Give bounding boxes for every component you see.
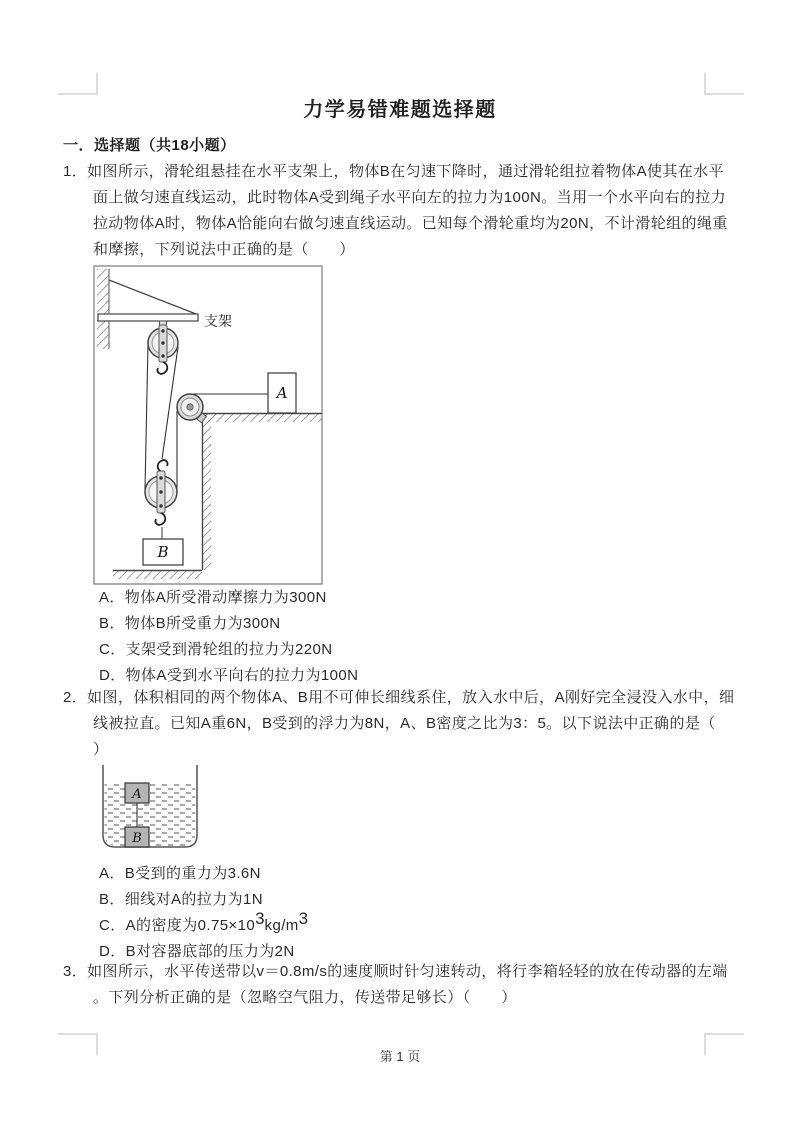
pulley-figure [93,265,323,585]
water [105,783,196,846]
page-content [63,85,747,1011]
block-b-label: B [132,831,142,846]
question-1-option-a: A．物体A所受滑动摩擦力为300N [99,589,327,606]
page-title: 力学易错难题选择题 [303,99,497,121]
question-1-number: 1． [63,163,88,180]
question-1-text: 如图所示，滑轮组悬挂在水平支架上，物体B在匀速下降时，通过滑轮组拉着物体A使其在水平面上做匀速直线运动，此时物体A受到绳子水平向左的拉力为100N。当用一个水平向右的拉力拉动物体A时，物体A恰能向右做匀速直线运动。已知每个滑轮重均为20N，不计滑轮组的绳重和摩擦，下列说法中正确的是（ ） [87,163,728,258]
question-3 [63,959,737,1011]
question-2-option-c: C．A的密度为0.75×103kg/m3 [99,909,309,934]
question-2 [63,685,747,763]
block-a-label: A [276,384,288,402]
block-a [125,783,149,803]
question-1-options [63,585,737,689]
section-heading: 一．选择题（共18小题） [63,137,236,154]
wall-hatching [97,269,109,349]
block-b [143,539,183,565]
question-1-option-d: D．物体A受到水平向右的拉力为100N [99,667,359,684]
beaker-figure [95,763,205,855]
question-3-number: 3． [63,963,88,980]
question-2-option-a: A．B受到的重力为3.6N [99,865,261,882]
question-1-option-b: B．物体B所受重力为300N [99,615,281,632]
question-2-option-b: B．细线对A的拉力为1N [99,891,263,908]
bracket-label: 支架 [204,313,232,329]
question-2-options [63,861,737,965]
question-2-option-d: D．B对容器底部的压力为2N [99,943,295,960]
question-2-number: 2． [63,689,88,706]
question-1-option-c: C．支架受到滑轮组的拉力为220N [99,641,333,658]
question-2-text: 如图，体积相同的两个物体A、B用不可伸长细线系住，放入水中后，A刚好完全浸没入水中，细线被拉直。已知A重6N，B受到的浮力为8N，A、B密度之比为3：5。以下说法中正确的是（ ） [87,689,747,758]
block-b [125,827,149,847]
question-3-text: 如图所示，水平传送带以v＝0.8m/s的速度顺时针匀速转动，将行李箱轻轻的放在传动器的左端。下列分析正确的是（忽略空气阻力，传送带足够长）（ ） [87,963,728,1006]
block-b-label: B [157,543,169,561]
page-number: 第 1 页 [379,1049,421,1064]
block-a-label: A [132,787,142,802]
block-a [268,373,296,413]
question-1 [63,159,737,263]
